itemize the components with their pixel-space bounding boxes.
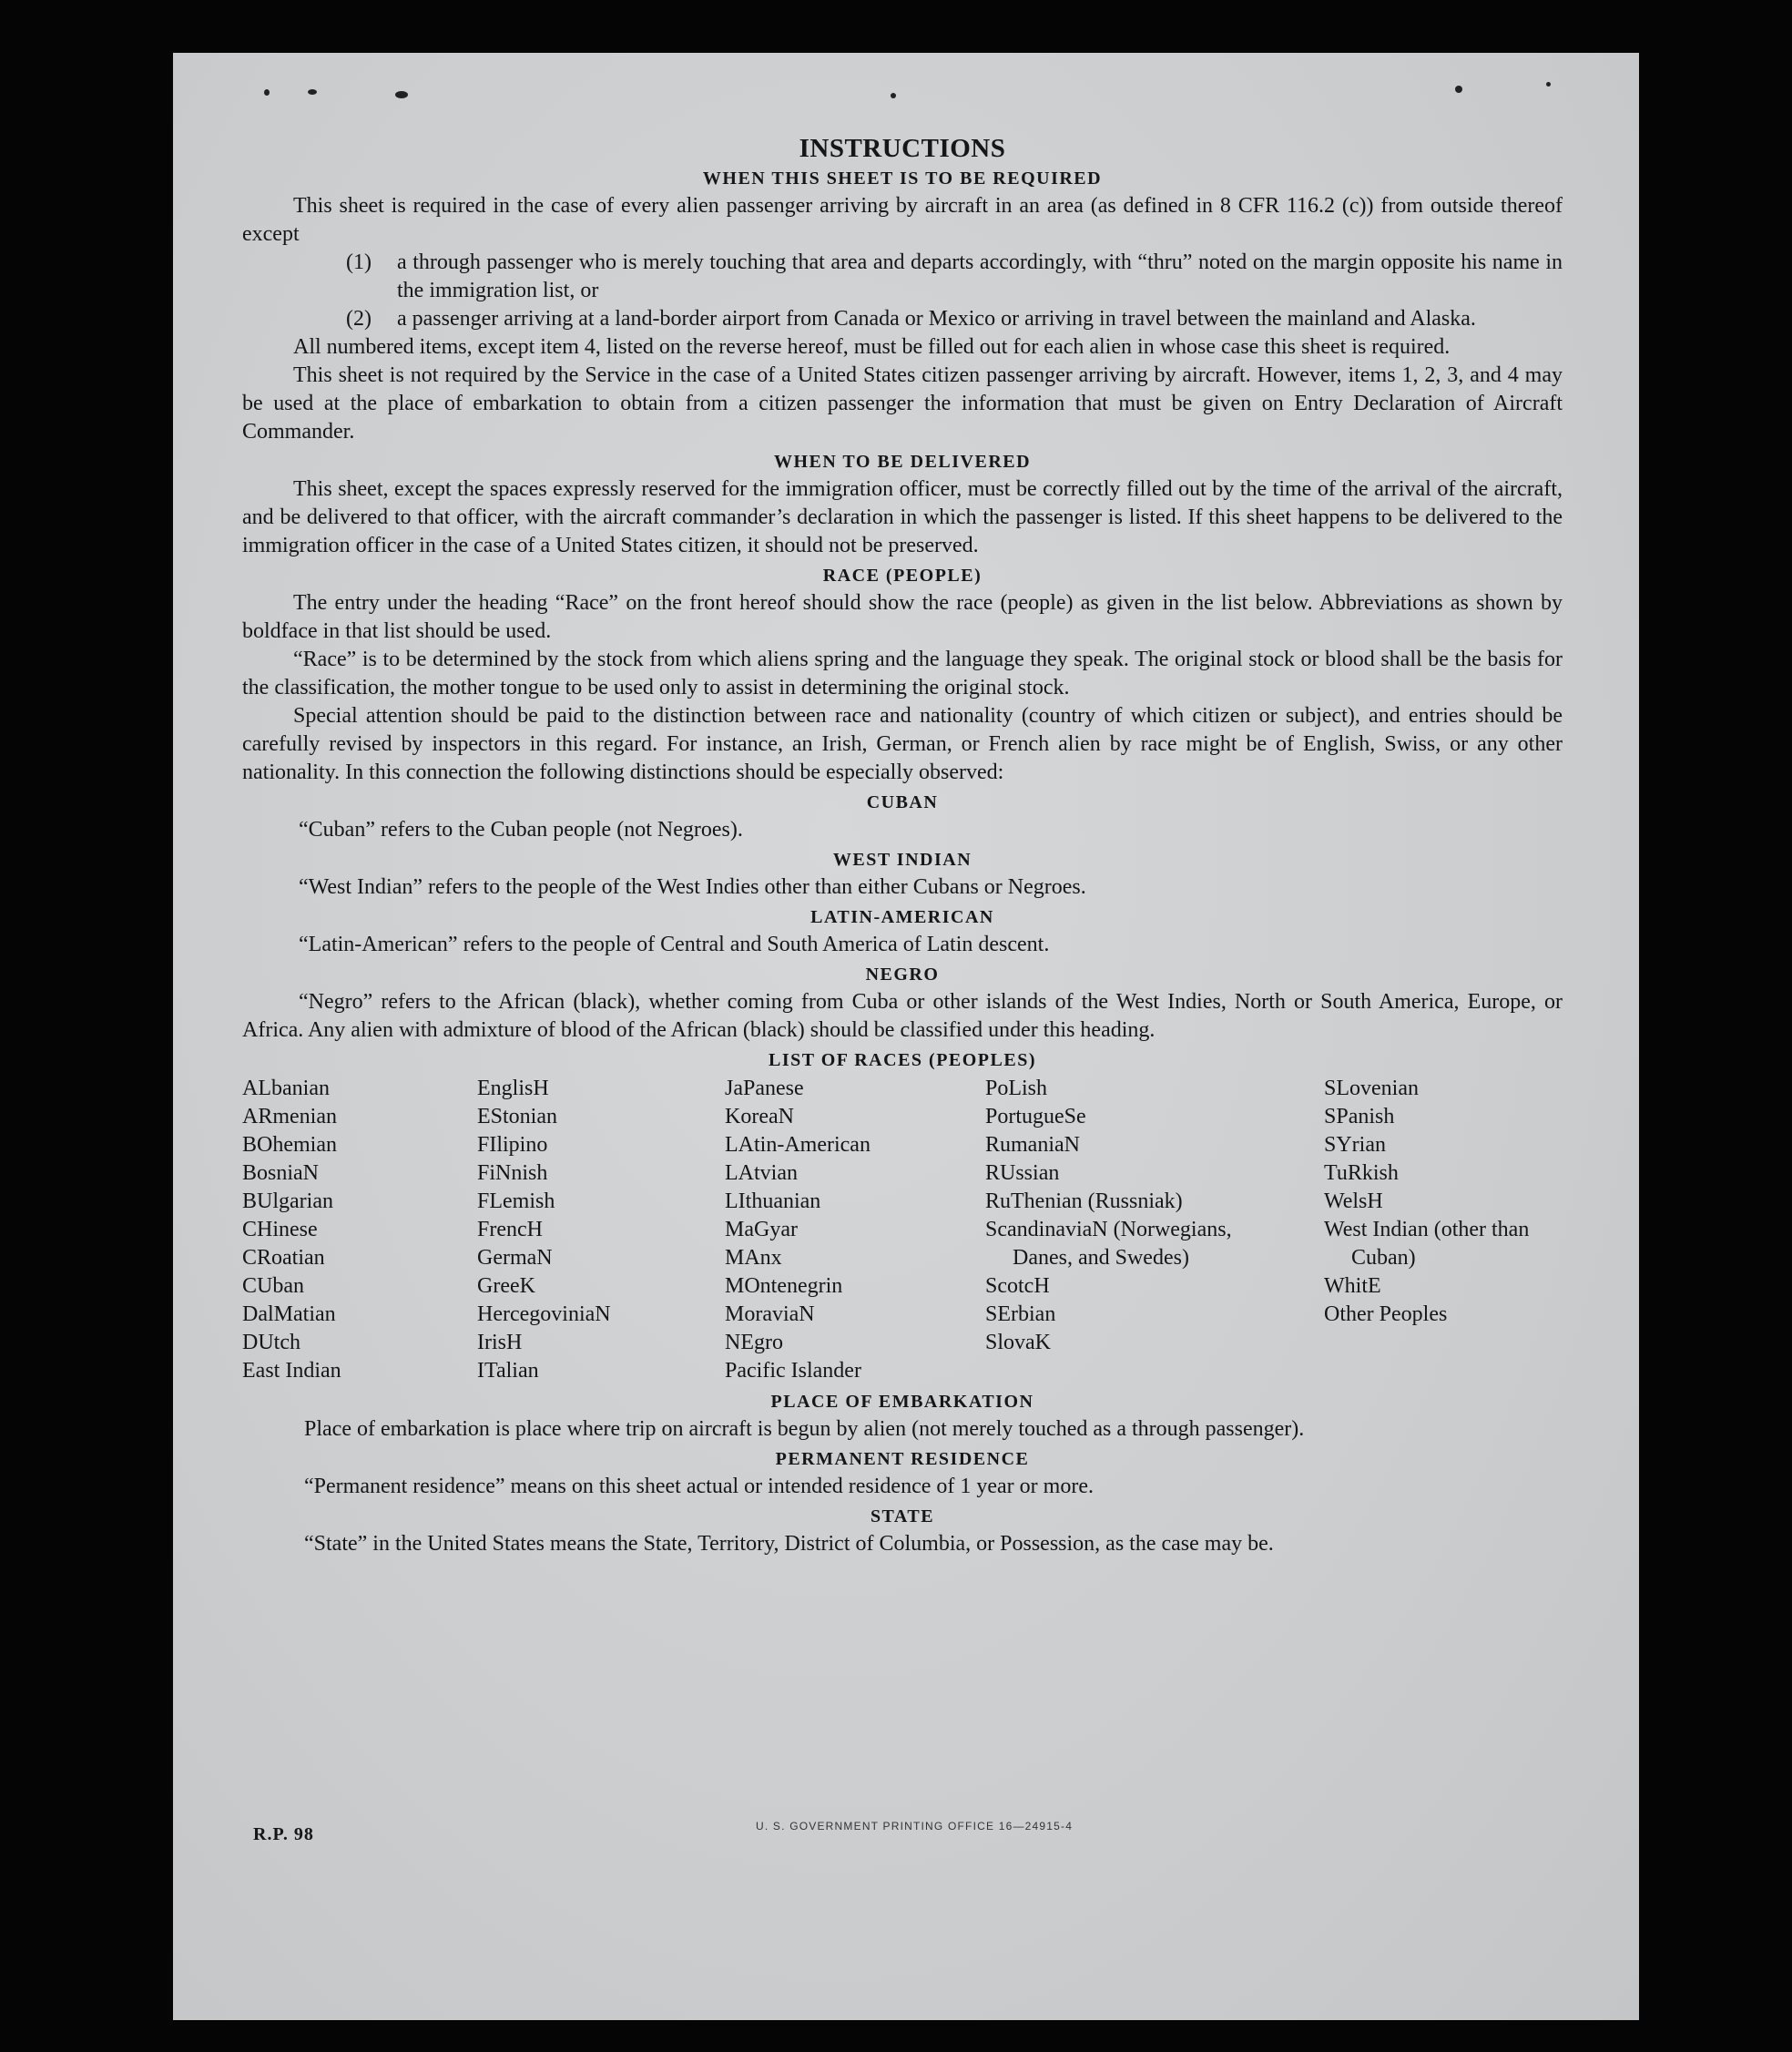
document-body xyxy=(242,135,1563,1558)
race-entry: DUtch xyxy=(242,1331,300,1354)
race-entry: KoreaN xyxy=(725,1105,794,1128)
race-entry: SYrian xyxy=(1324,1133,1386,1157)
section-heading-when-delivered: WHEN TO BE DELIVERED xyxy=(773,452,1032,472)
race-entry: EStonian xyxy=(477,1105,557,1128)
race-entry: RumaniaN xyxy=(985,1133,1080,1157)
section-heading-residence: PERMANENT RESIDENCE xyxy=(775,1449,1030,1469)
race-entry: GermaN xyxy=(477,1246,553,1270)
paragraph: Special attention should be paid to the distinction between race and nationality (country of which citizen or subject), and entries should be carefully revised by inspectors in this regard. For instance, an Irish, German, or French alien by race might be of English, Swiss, or any other nationality. In this connection the following distinctions should be especially observed: xyxy=(242,704,1563,784)
dust-speck xyxy=(1455,86,1462,93)
race-entry: RuThenian (Russniak) xyxy=(985,1189,1183,1213)
definition-text: “State” in the United States means the State, Territory, District of Columbia, or Possession, as the case may be. xyxy=(304,1532,1274,1556)
paragraph: This sheet is required in the case of every alien passenger arriving by aircraft in an area (as defined in 8 CFR 116.2 (c)) from outside thereof except xyxy=(242,194,1563,246)
subheading-west-indian: WEST INDIAN xyxy=(832,850,972,870)
numbered-item xyxy=(346,249,1563,305)
definition-text: “West Indian” refers to the people of the West Indies other than either Cubans or Negroes. xyxy=(299,875,1086,899)
race-entry: CRoatian xyxy=(242,1246,325,1270)
race-entry: FiNnish xyxy=(477,1161,548,1185)
race-entry: ALbanian xyxy=(242,1077,330,1100)
race-column xyxy=(985,1075,1269,1385)
dust-speck xyxy=(1546,82,1551,87)
race-entry: LAtin-American xyxy=(725,1133,871,1157)
race-entry: TuRkish xyxy=(1324,1161,1399,1185)
race-entry: BosniaN xyxy=(242,1161,319,1185)
subheading-cuban: CUBAN xyxy=(866,792,939,812)
item-text: a passenger arriving at a land-border airport from Canada or Mexico or arriving in travel between the mainland and Alaska. xyxy=(397,307,1476,331)
document-sheet xyxy=(173,53,1639,2020)
race-entry: ScotcH xyxy=(985,1274,1050,1298)
race-entry: East Indian xyxy=(242,1359,341,1383)
subheading-negro: NEGRO xyxy=(865,965,940,985)
race-entry: MOntenegrin xyxy=(725,1274,843,1298)
subheading-latin-american: LATIN-AMERICAN xyxy=(810,907,994,927)
race-column xyxy=(725,1075,985,1385)
race-entry: JaPanese xyxy=(725,1077,804,1100)
section-heading-state: STATE xyxy=(870,1506,935,1526)
race-entry: ITalian xyxy=(477,1359,539,1383)
race-entry: ARmenian xyxy=(242,1105,337,1128)
paragraph: “Race” is to be determined by the stock from which aliens spring and the language they speak. The original stock or blood shall be the basis for the classification, the mother tongue to be used only to assist in determining the original stock. xyxy=(242,648,1563,699)
race-entry: MoraviaN xyxy=(725,1302,815,1326)
race-entry: FrencH xyxy=(477,1218,543,1241)
race-entry: PortugueSe xyxy=(985,1105,1086,1128)
race-entry: SLovenian xyxy=(1324,1077,1419,1100)
section-heading-when-required: WHEN THIS SHEET IS TO BE REQUIRED xyxy=(702,168,1103,189)
section-heading-embarkation: PLACE OF EMBARKATION xyxy=(770,1392,1034,1412)
section-heading-race: RACE (PEOPLE) xyxy=(822,566,983,586)
list-heading-races: LIST OF RACES (PEOPLES) xyxy=(768,1050,1036,1070)
race-entry: WelsH xyxy=(1324,1189,1383,1213)
race-column xyxy=(1324,1075,1563,1385)
page-title: INSTRUCTIONS xyxy=(799,134,1006,163)
paragraph: The entry under the heading “Race” on the front hereof should show the race (people) as given in the list below. Abbreviations as shown by boldface in that list should be used. xyxy=(242,591,1563,643)
race-entry: IrisH xyxy=(477,1331,523,1354)
race-entry: LAtvian xyxy=(725,1161,798,1185)
definition-text: “Permanent residence” means on this sheet actual or intended residence of 1 year or more. xyxy=(304,1475,1094,1498)
race-entry: CHinese xyxy=(242,1218,318,1241)
item-number: (1) xyxy=(346,250,372,274)
race-entry: WhitE xyxy=(1324,1274,1381,1298)
race-entry: SErbian xyxy=(985,1302,1056,1326)
dust-speck xyxy=(308,89,317,95)
item-text: a through passenger who is merely touching that area and departs accordingly, with “thru” noted on the margin opposite his name in the immigration list, or xyxy=(397,250,1563,302)
item-number: (2) xyxy=(346,307,372,331)
paragraph: This sheet is not required by the Service in the case of a United States citizen passenger arriving by aircraft. However, items 1, 2, 3, and 4 may be used at the place of embarkation to obtain from a citizen passenger the information that must be given on Entry Declaration of Aircraft Commander. xyxy=(242,363,1563,444)
race-entry: SlovaK xyxy=(985,1331,1051,1354)
dust-speck xyxy=(395,91,408,98)
paragraph: All numbered items, except item 4, listed on the reverse hereof, must be filled out for each alien in whose case this sheet is required. xyxy=(293,335,1451,359)
race-entry: MAnx xyxy=(725,1246,782,1270)
race-column xyxy=(242,1075,477,1385)
race-entry: RUssian xyxy=(985,1161,1060,1185)
race-entry: SPanish xyxy=(1324,1105,1395,1128)
definition-text: “Cuban” refers to the Cuban people (not Negroes). xyxy=(299,818,743,842)
race-entry: FIlipino xyxy=(477,1133,548,1157)
dust-speck xyxy=(891,93,896,98)
race-entry: DalMatian xyxy=(242,1302,336,1326)
race-entry: FLemish xyxy=(477,1189,555,1213)
printer-imprint: U. S. GOVERNMENT PRINTING OFFICE 16—24915-4 xyxy=(756,1820,1074,1833)
race-entry: GreeK xyxy=(477,1274,535,1298)
race-entry: Pacific Islander xyxy=(725,1359,861,1383)
numbered-item xyxy=(346,305,1563,333)
race-entry: Other Peoples xyxy=(1324,1302,1448,1326)
race-entry: NEgro xyxy=(725,1331,783,1354)
race-entry: LIthuanian xyxy=(725,1189,821,1213)
race-entry: BUlgarian xyxy=(242,1189,333,1213)
race-entry: EnglisH xyxy=(477,1077,549,1100)
race-entry: HercegoviniaN xyxy=(477,1302,611,1326)
definition-text: “Negro” refers to the African (black), whether coming from Cuba or other islands of the West Indies, North or South America, Europe, or Africa. Any alien with admixture of blood of the African (black) should be classified under this heading. xyxy=(242,990,1563,1042)
definition-text: Place of embarkation is place where trip on aircraft is begun by alien (not merely touched as a through passenger). xyxy=(304,1417,1305,1441)
race-entry: BOhemian xyxy=(242,1133,337,1157)
dust-speck xyxy=(264,89,270,96)
race-column xyxy=(477,1075,725,1385)
race-entry: CUban xyxy=(242,1274,304,1298)
race-entry: PoLish xyxy=(985,1077,1048,1100)
form-code: R.P. 98 xyxy=(253,1824,314,1844)
race-entry: MaGyar xyxy=(725,1218,798,1241)
definition-text: “Latin-American” refers to the people of Central and South America of Latin descent. xyxy=(299,933,1050,956)
paragraph: This sheet, except the spaces expressly reserved for the immigration officer, must be correctly filled out by the time of the arrival of the aircraft, and be delivered to that officer, with the aircraft commander’s declaration in which the passenger is listed. If this sheet happens to be delivered to the immigration officer in the case of a United States citizen, it should not be preserved. xyxy=(242,477,1563,557)
race-list xyxy=(242,1075,1563,1385)
race-entry: West Indian (other than Cuban) xyxy=(1324,1218,1530,1270)
race-entry: ScandinaviaN (Norwegians, Danes, and Swedes) xyxy=(985,1218,1232,1270)
